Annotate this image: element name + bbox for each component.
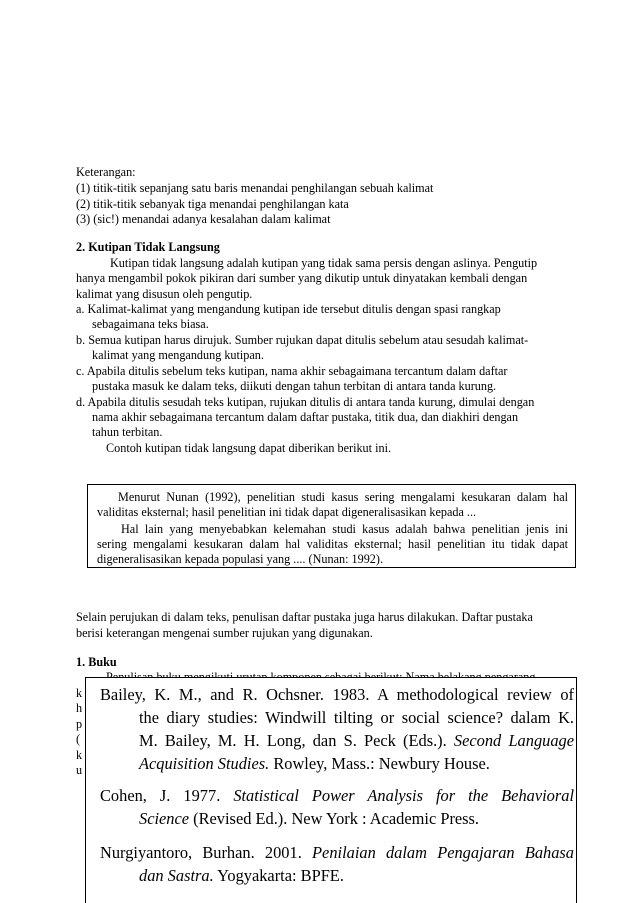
quote-line: Hal lain yang menyebabkan kelemahan studi kasus adalah bahwa penelitian jenis ini: [121, 522, 568, 536]
clipped-letter: p: [76, 717, 83, 731]
list-item: kalimat yang mengandung kutipan.: [92, 348, 264, 362]
quote-line: Menurut Nunan (1992), penelitian studi kasus sering mengalami kesukaran dalam hal: [118, 490, 568, 504]
clipped-letter: k: [76, 686, 83, 700]
quote-line: digeneralisasikan kepada populasi yang .... (Nunan: 1992).: [97, 552, 383, 566]
clipped-letter: u: [76, 763, 83, 777]
list-item: pustaka masuk ke dalam teks, diikuti dengan tahun terbitan di antara tanda kurung.: [92, 379, 497, 393]
section-heading: 1. Buku: [76, 655, 117, 669]
reference-line: Acquisition Studies. Rowley, Mass.: Newbury House.: [139, 754, 490, 773]
paragraph-line: kalimat yang disusun oleh pengutip.: [76, 287, 253, 301]
list-item: c. Apabila ditulis sebelum teks kutipan, nama akhir sebagaimana tercantum dalam daftar: [76, 364, 508, 378]
reference-line: the diary studies: Windwill tilting or social science? dalam K.: [139, 708, 574, 727]
reference-line: dan Sastra. Yogyakarta: BPFE.: [139, 866, 344, 885]
list-item: b. Semua kutipan harus dirujuk. Sumber rujukan dapat ditulis sebelum atau sesudah kalimat-: [76, 333, 529, 347]
indirect-quote-box: [87, 484, 576, 568]
reference-line: Science (Revised Ed.). New York : Academic Press.: [139, 809, 480, 828]
keterangan-title: Keterangan:: [76, 165, 136, 179]
quote-line: sering mengalami kesukaran dalam hal validitas eksternal; hasil penelitian itu tidak dapat: [97, 537, 568, 551]
paragraph-line: Kutipan tidak langsung adalah kutipan yang tidak sama persis dengan aslinya. Pengutip: [110, 256, 538, 270]
reference-line: Cohen, J. 1977. Statistical Power Analysis for the Behavioral: [100, 786, 574, 805]
section-heading: 2. Kutipan Tidak Langsung: [76, 240, 220, 254]
list-item: tahun terbitan.: [92, 425, 163, 439]
keterangan-item-2: (2) titik-titik sebanyak tiga menandai penghilangan kata: [76, 197, 349, 211]
list-item: sebagaimana teks biasa.: [92, 317, 209, 331]
example-intro: Contoh kutipan tidak langsung dapat diberikan berikut ini.: [106, 441, 392, 455]
reference-line: Bailey, K. M., and R. Ochsner. 1983. A methodological review of: [100, 685, 574, 704]
keterangan-item-1: (1) titik-titik sepanjang satu baris menandai penghilangan sebuah kalimat: [76, 181, 434, 195]
reference-list-box: [85, 677, 577, 903]
clipped-letter: k: [76, 748, 83, 762]
list-item: d. Apabila ditulis sesudah teks kutipan, rujukan ditulis di antara tanda kurung, dimulai dengan: [76, 395, 535, 409]
paragraph-line: berisi keterangan mengenai sumber rujukan yang digunakan.: [76, 626, 373, 640]
clipped-letter: (: [76, 732, 81, 746]
reference-line: M. Bailey, M. H. Long, dan S. Peck (Eds.). Second Language: [139, 731, 575, 750]
list-item: nama akhir sebagaimana tercantum dalam daftar pustaka, titik dua, dan diakhiri dengan: [92, 410, 519, 424]
paragraph-line: Selain perujukan di dalam teks, penulisan daftar pustaka juga harus dilakukan. Daftar pustaka: [76, 610, 533, 624]
paragraph-line: hanya mengambil pokok pikiran dari sumber yang dikutip untuk dinyatakan kembali dengan: [76, 271, 528, 285]
list-item: a. Kalimat-kalimat yang mengandung kutipan ide tersebut ditulis dengan spasi rangkap: [76, 302, 501, 316]
keterangan-item-3: (3) (sic!) menandai adanya kesalahan dalam kalimat: [76, 212, 331, 226]
reference-line: Nurgiyantoro, Burhan. 2001. Penilaian dalam Pengajaran Bahasa: [100, 843, 574, 862]
clipped-letter: h: [76, 701, 83, 715]
quote-line: validitas eksternal; hasil penelitian ini tidak dapat digeneralisasikan kepada ...: [97, 505, 477, 519]
